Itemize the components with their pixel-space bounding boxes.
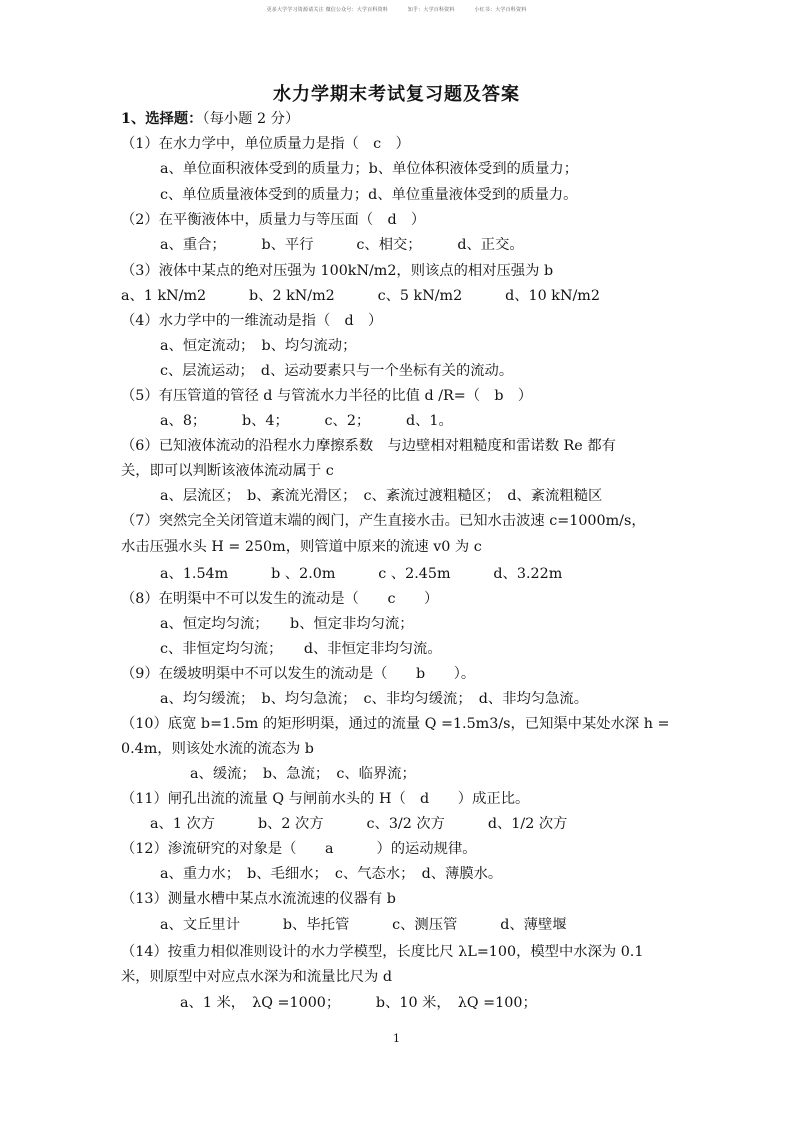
question-1: （1）在水力学中，单位质量力是指（ c ） (121, 136, 410, 152)
question-7-continued: 水击压强水头 H = 250m，则管道中原来的流速 v0 为 c (121, 539, 482, 555)
question-14-continued: 米，则原型中对应点水深为和流量比尺为 d (121, 969, 393, 985)
q4-options-cd: c、层流运动； d、运动要素只与一个坐标有关的流动。 (160, 363, 514, 379)
q2-options: a、重合； b、平行 c、相交； d、正交。 (160, 237, 524, 253)
question-11: （11）闸孔出流的流量 Q 与闸前水头的 H（ d ）成正比。 (121, 791, 530, 807)
q6-options: a、层流区； b、紊流光滑区； c、紊流过渡粗糙区； d、紊流粗糙区 (160, 488, 603, 504)
document-title: 水力学期末考试复习题及答案 (273, 84, 520, 105)
q10-options: a、缓流； b、急流； c、临界流； (190, 766, 416, 782)
banner-text-zhihu: 知乎：大学百科资料 (407, 7, 455, 13)
q9-options: a、均匀缓流； b、均匀急流； c、非均匀缓流； d、非均匀急流。 (160, 691, 588, 707)
question-14: （14）按重力相似准则设计的水力学模型，长度比尺 λL=100，模型中水深为 0.1 (121, 944, 644, 960)
q1-options-ab: a、单位面积液体受到的质量力；b、单位体积液体受到的质量力； (160, 161, 578, 177)
q4-options-ab: a、恒定流动； b、均匀流动； (160, 338, 357, 354)
question-5: （5）有压管道的管径 d 与管流水力半径的比值 d /R=（ b ） (121, 388, 533, 404)
q14-options: a、1 米， λQ =1000； b、10 米， λQ =100； (180, 995, 537, 1011)
q5-options: a、8； b、4； c、2； d、1。 (160, 413, 453, 429)
q11-options: a、1 次方 b、2 次方 c、3/2 次方 d、1/2 次方 (150, 816, 568, 832)
question-8: （8）在明渠中不可以发生的流动是（ c ） (121, 591, 439, 607)
question-7: （7）突然完全关闭管道末端的阀门，产生直接水击。已知水击波速 c=1000m/s， (121, 513, 646, 529)
question-10-continued: 0.4m，则该处水流的流态为 b (121, 741, 314, 757)
banner-text-xiaohongshu: 小红书：大学百科资料 (474, 7, 527, 13)
q7-options: a、1.54m b 、2.0m c 、2.45m d、3.22m (160, 566, 563, 582)
question-6: （6）已知液体流动的沿程水力摩擦系数 与边壁相对粗糙度和雷诺数 Re 都有 (121, 438, 616, 454)
question-9: （9）在缓坡明渠中不可以发生的流动是（ b ）。 (121, 666, 476, 682)
section-note: （每小题 2 分） (202, 111, 300, 127)
q1-options-cd: c、单位质量液体受到的质量力；d、单位重量液体受到的质量力。 (160, 187, 578, 203)
header-banner (0, 6, 793, 13)
q12-options: a、重力水； b、毛细水； c、气态水； d、薄膜水。 (160, 866, 503, 882)
q13-options: a、文丘里计 b、毕托管 c、测压管 d、薄壁堰 (160, 917, 567, 933)
section-heading (121, 110, 299, 128)
page-number: 1 (393, 1032, 400, 1045)
question-3: （3）液体中某点的绝对压强为 100kN/m2，则该点的相对压强为 b (121, 263, 554, 279)
question-6-continued: 关，即可以判断该液体流动属于 c (121, 463, 334, 479)
question-10: （10）底宽 b=1.5m 的矩形明渠，通过的流量 Q =1.5m3/s，已知渠中某处水深 h = (121, 716, 670, 732)
question-2: （2）在平衡液体中，质量力与等压面（ d ） (121, 212, 426, 228)
section-number: 1、选择题： (121, 111, 203, 127)
q8-options-cd: c、非恒定均匀流； d、非恒定非均匀流。 (160, 641, 442, 657)
banner-text-wechat: 更多大学学习资源请关注 微信公众号：大学百科资料 (266, 7, 388, 13)
question-13: （13）测量水槽中某点水流流速的仪器有 b (121, 891, 396, 907)
q3-options: a、1 kN/m2 b、2 kN/m2 c、5 kN/m2 d、10 kN/m2 (121, 288, 600, 304)
question-4: （4）水力学中的一维流动是指（ d ） (121, 313, 383, 329)
question-12: （12）渗流研究的对象是（ a ）的运动规律。 (121, 841, 477, 857)
q8-options-ab: a、恒定均匀流； b、恒定非均匀流； (160, 616, 414, 632)
